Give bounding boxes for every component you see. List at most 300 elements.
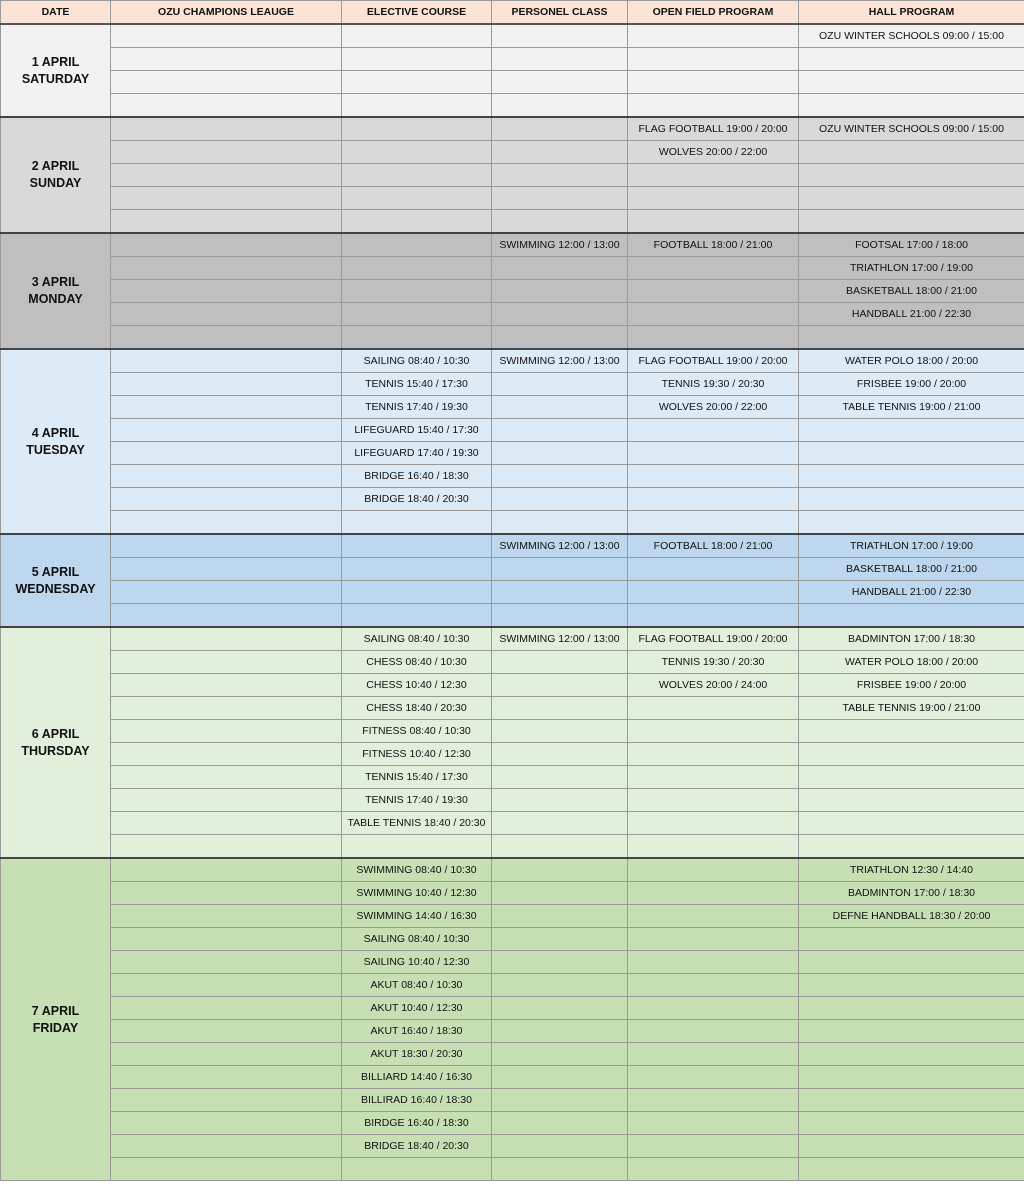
personel-class-cell xyxy=(492,1020,628,1043)
hall-program-cell: FRISBEE 19:00 / 20:00 xyxy=(799,373,1024,396)
elective-course-cell xyxy=(342,835,492,859)
personel-class-cell xyxy=(492,1135,628,1158)
schedule-row xyxy=(1,651,1024,674)
open-field-program-cell xyxy=(628,697,799,720)
elective-course-cell: AKUT 10:40 / 12:30 xyxy=(342,997,492,1020)
personel-class-cell: SWIMMING 12:00 / 13:00 xyxy=(492,349,628,373)
header-hall-program: HALL PROGRAM xyxy=(799,1,1024,25)
personel-class-cell xyxy=(492,882,628,905)
personel-class-cell xyxy=(492,71,628,94)
ozu-champions-league-cell xyxy=(111,697,342,720)
elective-course-cell: SAILING 08:40 / 10:30 xyxy=(342,349,492,373)
open-field-program-cell xyxy=(628,974,799,997)
open-field-program-cell xyxy=(628,720,799,743)
elective-course-cell: FITNESS 10:40 / 12:30 xyxy=(342,743,492,766)
ozu-champions-league-cell xyxy=(111,651,342,674)
elective-course-cell: AKUT 16:40 / 18:30 xyxy=(342,1020,492,1043)
ozu-champions-league-cell xyxy=(111,349,342,373)
elective-course-cell xyxy=(342,24,492,48)
hall-program-cell xyxy=(799,164,1024,187)
personel-class-cell xyxy=(492,94,628,118)
open-field-program-cell: FLAG FOOTBALL 19:00 / 20:00 xyxy=(628,627,799,651)
elective-course-cell: SWIMMING 14:40 / 16:30 xyxy=(342,905,492,928)
ozu-champions-league-cell xyxy=(111,997,342,1020)
schedule-row xyxy=(1,720,1024,743)
hall-program-cell xyxy=(799,465,1024,488)
hall-program-cell: HANDBALL 21:00 / 22:30 xyxy=(799,581,1024,604)
ozu-champions-league-cell xyxy=(111,1158,342,1181)
ozu-champions-league-cell xyxy=(111,1043,342,1066)
day-date-cell xyxy=(1,858,111,1181)
ozu-champions-league-cell xyxy=(111,882,342,905)
personel-class-cell xyxy=(492,720,628,743)
elective-course-cell: CHESS 08:40 / 10:30 xyxy=(342,651,492,674)
personel-class-cell: SWIMMING 12:00 / 13:00 xyxy=(492,233,628,257)
open-field-program-cell: TENNIS 19:30 / 20:30 xyxy=(628,651,799,674)
open-field-program-cell xyxy=(628,812,799,835)
personel-class-cell xyxy=(492,419,628,442)
ozu-champions-league-cell xyxy=(111,141,342,164)
personel-class-cell xyxy=(492,974,628,997)
open-field-program-cell xyxy=(628,24,799,48)
elective-course-cell xyxy=(342,71,492,94)
open-field-program-cell xyxy=(628,858,799,882)
hall-program-cell xyxy=(799,419,1024,442)
ozu-champions-league-cell xyxy=(111,117,342,141)
schedule-row xyxy=(1,280,1024,303)
personel-class-cell xyxy=(492,24,628,48)
ozu-champions-league-cell xyxy=(111,534,342,558)
elective-course-cell: SAILING 08:40 / 10:30 xyxy=(342,928,492,951)
ozu-champions-league-cell xyxy=(111,1020,342,1043)
schedule-row xyxy=(1,997,1024,1020)
hall-program-cell xyxy=(799,997,1024,1020)
hall-program-cell xyxy=(799,928,1024,951)
ozu-champions-league-cell xyxy=(111,233,342,257)
hall-program-cell: BASKETBALL 18:00 / 21:00 xyxy=(799,280,1024,303)
elective-course-cell: LIFEGUARD 15:40 / 17:30 xyxy=(342,419,492,442)
ozu-champions-league-cell xyxy=(111,858,342,882)
personel-class-cell xyxy=(492,164,628,187)
schedule-row xyxy=(1,951,1024,974)
schedule-row xyxy=(1,396,1024,419)
personel-class-cell xyxy=(492,674,628,697)
hall-program-cell: OZU WINTER SCHOOLS 09:00 / 15:00 xyxy=(799,24,1024,48)
open-field-program-cell: WOLVES 20:00 / 22:00 xyxy=(628,141,799,164)
elective-course-cell: BILLIARD 14:40 / 16:30 xyxy=(342,1066,492,1089)
open-field-program-cell: FLAG FOOTBALL 19:00 / 20:00 xyxy=(628,117,799,141)
personel-class-cell xyxy=(492,442,628,465)
schedule-row xyxy=(1,697,1024,720)
open-field-program-cell xyxy=(628,1043,799,1066)
open-field-program-cell xyxy=(628,951,799,974)
personel-class-cell xyxy=(492,117,628,141)
hall-program-cell xyxy=(799,812,1024,835)
personel-class-cell xyxy=(492,581,628,604)
hall-program-cell: TRIATHLON 17:00 / 19:00 xyxy=(799,257,1024,280)
open-field-program-cell: WOLVES 20:00 / 24:00 xyxy=(628,674,799,697)
hall-program-cell xyxy=(799,511,1024,535)
day-date-cell xyxy=(1,24,111,117)
elective-course-cell: LIFEGUARD 17:40 / 19:30 xyxy=(342,442,492,465)
personel-class-cell xyxy=(492,1066,628,1089)
hall-program-cell xyxy=(799,210,1024,234)
schedule-row xyxy=(1,233,1024,257)
day-weekday: FRIDAY xyxy=(32,1020,79,1035)
elective-course-cell xyxy=(342,604,492,628)
day-weekday: WEDNESDAY xyxy=(15,581,96,596)
personel-class-cell xyxy=(492,280,628,303)
hall-program-cell: FOOTSAL 17:00 / 18:00 xyxy=(799,233,1024,257)
ozu-champions-league-cell xyxy=(111,373,342,396)
personel-class-cell xyxy=(492,511,628,535)
open-field-program-cell xyxy=(628,71,799,94)
elective-course-cell xyxy=(342,511,492,535)
personel-class-cell xyxy=(492,488,628,511)
schedule-row xyxy=(1,581,1024,604)
hall-program-cell: DEFNE HANDBALL 18:30 / 20:00 xyxy=(799,905,1024,928)
personel-class-cell xyxy=(492,835,628,859)
open-field-program-cell xyxy=(628,488,799,511)
open-field-program-cell xyxy=(628,94,799,118)
day-date: 6 APRIL xyxy=(31,726,80,741)
ozu-champions-league-cell xyxy=(111,1089,342,1112)
open-field-program-cell xyxy=(628,280,799,303)
open-field-program-cell xyxy=(628,997,799,1020)
schedule-row xyxy=(1,511,1024,535)
ozu-champions-league-cell xyxy=(111,905,342,928)
hall-program-cell xyxy=(799,488,1024,511)
open-field-program-cell xyxy=(628,905,799,928)
elective-course-cell: TENNIS 15:40 / 17:30 xyxy=(342,766,492,789)
ozu-champions-league-cell xyxy=(111,743,342,766)
schedule-row xyxy=(1,882,1024,905)
elective-course-cell: TENNIS 15:40 / 17:30 xyxy=(342,373,492,396)
personel-class-cell xyxy=(492,187,628,210)
ozu-champions-league-cell xyxy=(111,812,342,835)
day-date: 4 APRIL xyxy=(31,425,80,440)
day-date-cell xyxy=(1,627,111,858)
schedule-row xyxy=(1,141,1024,164)
schedule-row xyxy=(1,627,1024,651)
hall-program-cell xyxy=(799,974,1024,997)
personel-class-cell xyxy=(492,651,628,674)
personel-class-cell xyxy=(492,465,628,488)
ozu-champions-league-cell xyxy=(111,511,342,535)
elective-course-cell: BRIDGE 18:40 / 20:30 xyxy=(342,1135,492,1158)
open-field-program-cell xyxy=(628,187,799,210)
personel-class-cell xyxy=(492,48,628,71)
hall-program-cell: BASKETBALL 18:00 / 21:00 xyxy=(799,558,1024,581)
elective-course-cell xyxy=(342,558,492,581)
elective-course-cell: CHESS 18:40 / 20:30 xyxy=(342,697,492,720)
open-field-program-cell xyxy=(628,465,799,488)
ozu-champions-league-cell xyxy=(111,94,342,118)
ozu-champions-league-cell xyxy=(111,974,342,997)
hall-program-cell xyxy=(799,1066,1024,1089)
hall-program-cell xyxy=(799,442,1024,465)
schedule-row xyxy=(1,1135,1024,1158)
ozu-champions-league-cell xyxy=(111,581,342,604)
personel-class-cell xyxy=(492,928,628,951)
schedule-row xyxy=(1,94,1024,118)
ozu-champions-league-cell xyxy=(111,164,342,187)
ozu-champions-league-cell xyxy=(111,396,342,419)
hall-program-cell xyxy=(799,951,1024,974)
schedule-row xyxy=(1,1020,1024,1043)
open-field-program-cell xyxy=(628,442,799,465)
elective-course-cell xyxy=(342,1158,492,1181)
ozu-champions-league-cell xyxy=(111,627,342,651)
elective-course-cell: AKUT 08:40 / 10:30 xyxy=(342,974,492,997)
ozu-champions-league-cell xyxy=(111,558,342,581)
ozu-champions-league-cell xyxy=(111,326,342,350)
schedule-row xyxy=(1,303,1024,326)
schedule-row xyxy=(1,442,1024,465)
hall-program-cell xyxy=(799,1043,1024,1066)
elective-course-cell xyxy=(342,187,492,210)
day-date-cell xyxy=(1,117,111,233)
header-ozu-champions-league: OZU CHAMPIONS LEAUGE xyxy=(111,1,342,25)
personel-class-cell xyxy=(492,997,628,1020)
personel-class-cell xyxy=(492,697,628,720)
schedule-row xyxy=(1,257,1024,280)
schedule-row xyxy=(1,789,1024,812)
schedule-row xyxy=(1,24,1024,48)
elective-course-cell xyxy=(342,117,492,141)
schedule-row xyxy=(1,349,1024,373)
schedule-row xyxy=(1,187,1024,210)
open-field-program-cell xyxy=(628,419,799,442)
personel-class-cell xyxy=(492,951,628,974)
open-field-program-cell xyxy=(628,581,799,604)
elective-course-cell xyxy=(342,303,492,326)
ozu-champions-league-cell xyxy=(111,442,342,465)
elective-course-cell: SWIMMING 10:40 / 12:30 xyxy=(342,882,492,905)
open-field-program-cell: WOLVES 20:00 / 22:00 xyxy=(628,396,799,419)
open-field-program-cell xyxy=(628,326,799,350)
elective-course-cell xyxy=(342,534,492,558)
personel-class-cell xyxy=(492,257,628,280)
schedule-row xyxy=(1,674,1024,697)
open-field-program-cell xyxy=(628,743,799,766)
ozu-champions-league-cell xyxy=(111,766,342,789)
personel-class-cell xyxy=(492,743,628,766)
hall-program-cell xyxy=(799,71,1024,94)
day-weekday: MONDAY xyxy=(28,292,83,306)
elective-course-cell: TENNIS 17:40 / 19:30 xyxy=(342,396,492,419)
schedule-row xyxy=(1,835,1024,859)
personel-class-cell xyxy=(492,373,628,396)
open-field-program-cell xyxy=(628,1020,799,1043)
open-field-program-cell xyxy=(628,835,799,859)
personel-class-cell xyxy=(492,396,628,419)
open-field-program-cell xyxy=(628,928,799,951)
schedule-row xyxy=(1,71,1024,94)
hall-program-cell xyxy=(799,48,1024,71)
header-personel-class: PERSONEL CLASS xyxy=(492,1,628,25)
elective-course-cell xyxy=(342,257,492,280)
schedule-row xyxy=(1,465,1024,488)
ozu-champions-league-cell xyxy=(111,835,342,859)
hall-program-cell: FRISBEE 19:00 / 20:00 xyxy=(799,674,1024,697)
elective-course-cell: TENNIS 17:40 / 19:30 xyxy=(342,789,492,812)
personel-class-cell xyxy=(492,766,628,789)
elective-course-cell xyxy=(342,164,492,187)
open-field-program-cell: FOOTBALL 18:00 / 21:00 xyxy=(628,534,799,558)
day-weekday: SATURDAY xyxy=(21,71,90,86)
hall-program-cell: TRIATHLON 12:30 / 14:40 xyxy=(799,858,1024,882)
personel-class-cell xyxy=(492,858,628,882)
schedule-row xyxy=(1,1112,1024,1135)
open-field-program-cell xyxy=(628,48,799,71)
open-field-program-cell xyxy=(628,210,799,234)
day-date: 2 APRIL xyxy=(31,159,80,173)
schedule-row xyxy=(1,905,1024,928)
hall-program-cell: BADMINTON 17:00 / 18:30 xyxy=(799,627,1024,651)
ozu-champions-league-cell xyxy=(111,303,342,326)
hall-program-cell xyxy=(799,1158,1024,1181)
open-field-program-cell xyxy=(628,558,799,581)
personel-class-cell xyxy=(492,789,628,812)
personel-class-cell xyxy=(492,812,628,835)
hall-program-cell: HANDBALL 21:00 / 22:30 xyxy=(799,303,1024,326)
elective-course-cell: BIRDGE 16:40 / 18:30 xyxy=(342,1112,492,1135)
open-field-program-cell xyxy=(628,1066,799,1089)
hall-program-cell: BADMINTON 17:00 / 18:30 xyxy=(799,882,1024,905)
open-field-program-cell xyxy=(628,511,799,535)
personel-class-cell xyxy=(492,1043,628,1066)
header-row xyxy=(1,1,1024,25)
schedule-row xyxy=(1,604,1024,628)
day-weekday: SUNDAY xyxy=(29,176,82,190)
hall-program-cell xyxy=(799,766,1024,789)
elective-course-cell xyxy=(342,48,492,71)
schedule-row xyxy=(1,210,1024,234)
hall-program-cell xyxy=(799,835,1024,859)
ozu-champions-league-cell xyxy=(111,951,342,974)
schedule-row xyxy=(1,1089,1024,1112)
ozu-champions-league-cell xyxy=(111,1135,342,1158)
ozu-champions-league-cell xyxy=(111,1112,342,1135)
open-field-program-cell xyxy=(628,1112,799,1135)
hall-program-cell xyxy=(799,1020,1024,1043)
elective-course-cell: CHESS 10:40 / 12:30 xyxy=(342,674,492,697)
hall-program-cell: TABLE TENNIS 19:00 / 21:00 xyxy=(799,396,1024,419)
hall-program-cell xyxy=(799,141,1024,164)
ozu-champions-league-cell xyxy=(111,674,342,697)
hall-program-cell: WATER POLO 18:00 / 20:00 xyxy=(799,349,1024,373)
open-field-program-cell xyxy=(628,789,799,812)
open-field-program-cell xyxy=(628,303,799,326)
schedule-row xyxy=(1,812,1024,835)
schedule-row xyxy=(1,117,1024,141)
elective-course-cell xyxy=(342,280,492,303)
personel-class-cell xyxy=(492,210,628,234)
open-field-program-cell xyxy=(628,1158,799,1181)
ozu-champions-league-cell xyxy=(111,257,342,280)
hall-program-cell xyxy=(799,720,1024,743)
schedule-row xyxy=(1,858,1024,882)
schedule-row xyxy=(1,326,1024,350)
elective-course-cell xyxy=(342,141,492,164)
hall-program-cell xyxy=(799,1112,1024,1135)
personel-class-cell xyxy=(492,303,628,326)
ozu-champions-league-cell xyxy=(111,280,342,303)
open-field-program-cell xyxy=(628,164,799,187)
hall-program-cell: TABLE TENNIS 19:00 / 21:00 xyxy=(799,697,1024,720)
schedule-row xyxy=(1,373,1024,396)
personel-class-cell xyxy=(492,905,628,928)
elective-course-cell xyxy=(342,94,492,118)
header-elective-course: ELECTIVE COURSE xyxy=(342,1,492,25)
ozu-champions-league-cell xyxy=(111,604,342,628)
day-weekday: TUESDAY xyxy=(26,442,85,457)
ozu-champions-league-cell xyxy=(111,720,342,743)
ozu-champions-league-cell xyxy=(111,71,342,94)
elective-course-cell: SAILING 10:40 / 12:30 xyxy=(342,951,492,974)
elective-course-cell xyxy=(342,326,492,350)
elective-course-cell: SWIMMING 08:40 / 10:30 xyxy=(342,858,492,882)
ozu-champions-league-cell xyxy=(111,419,342,442)
schedule-row xyxy=(1,558,1024,581)
hall-program-cell xyxy=(799,187,1024,210)
hall-program-cell xyxy=(799,1089,1024,1112)
personel-class-cell xyxy=(492,1158,628,1181)
elective-course-cell: BRIDGE 16:40 / 18:30 xyxy=(342,465,492,488)
hall-program-cell xyxy=(799,94,1024,118)
personel-class-cell xyxy=(492,1089,628,1112)
schedule-row xyxy=(1,1043,1024,1066)
personel-class-cell xyxy=(492,141,628,164)
ozu-champions-league-cell xyxy=(111,465,342,488)
ozu-champions-league-cell xyxy=(111,488,342,511)
hall-program-cell xyxy=(799,743,1024,766)
personel-class-cell xyxy=(492,604,628,628)
ozu-champions-league-cell xyxy=(111,24,342,48)
elective-course-cell: BRIDGE 18:40 / 20:30 xyxy=(342,488,492,511)
ozu-champions-league-cell xyxy=(111,928,342,951)
schedule-row xyxy=(1,419,1024,442)
open-field-program-cell xyxy=(628,604,799,628)
elective-course-cell xyxy=(342,581,492,604)
ozu-champions-league-cell xyxy=(111,1066,342,1089)
elective-course-cell: BILLIRAD 16:40 / 18:30 xyxy=(342,1089,492,1112)
personel-class-cell: SWIMMING 12:00 / 13:00 xyxy=(492,534,628,558)
personel-class-cell xyxy=(492,326,628,350)
ozu-champions-league-cell xyxy=(111,210,342,234)
header-date: DATE xyxy=(1,1,111,25)
hall-program-cell xyxy=(799,326,1024,350)
schedule-row xyxy=(1,534,1024,558)
open-field-program-cell xyxy=(628,257,799,280)
schedule-row xyxy=(1,766,1024,789)
hall-program-cell xyxy=(799,789,1024,812)
schedule-row xyxy=(1,743,1024,766)
schedule-row xyxy=(1,928,1024,951)
personel-class-cell: SWIMMING 12:00 / 13:00 xyxy=(492,627,628,651)
ozu-champions-league-cell xyxy=(111,48,342,71)
elective-course-cell xyxy=(342,210,492,234)
personel-class-cell xyxy=(492,1112,628,1135)
hall-program-cell xyxy=(799,604,1024,628)
schedule-row xyxy=(1,48,1024,71)
open-field-program-cell xyxy=(628,1089,799,1112)
hall-program-cell: TRIATHLON 17:00 / 19:00 xyxy=(799,534,1024,558)
ozu-champions-league-cell xyxy=(111,187,342,210)
day-date-cell xyxy=(1,233,111,349)
elective-course-cell: FITNESS 08:40 / 10:30 xyxy=(342,720,492,743)
